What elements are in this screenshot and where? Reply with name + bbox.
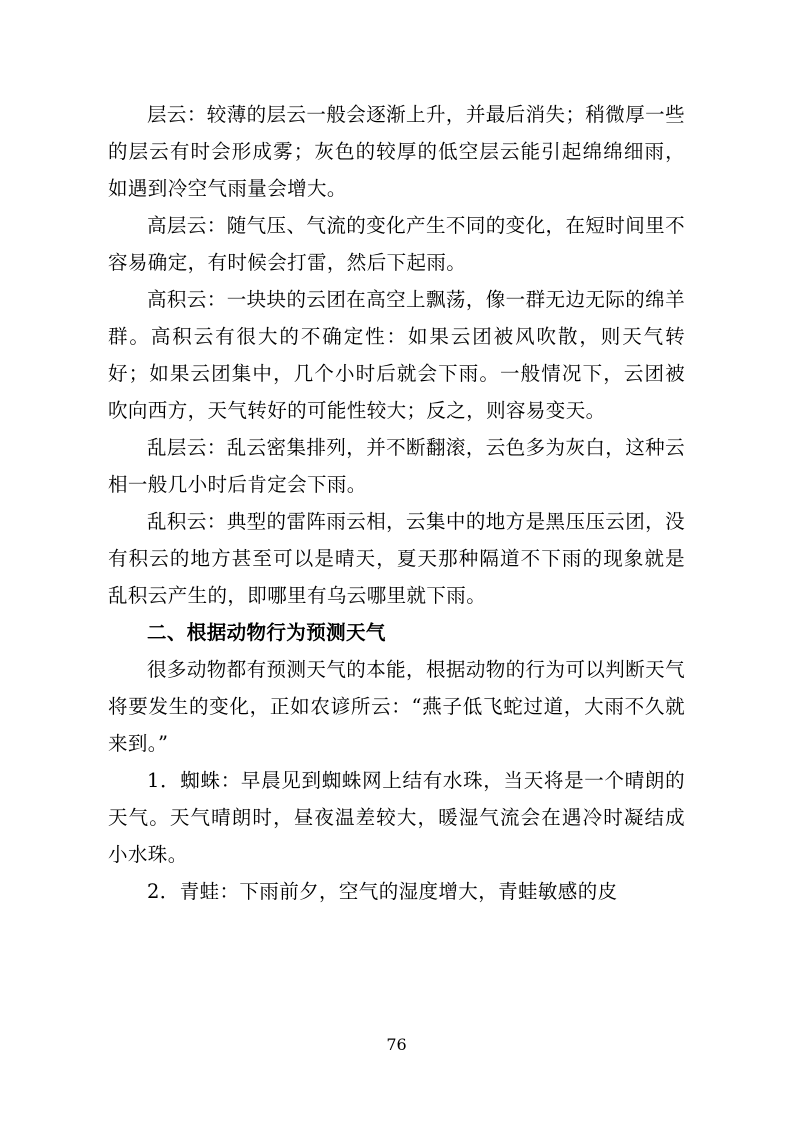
page-number: 76 <box>386 1035 407 1054</box>
paragraph-altostratus: 高层云：随气压、气流的变化产生不同的变化，在短时间里不容易确定，有时候会打雷，然后下起雨。 <box>108 214 685 274</box>
section-heading-animal-behavior: 二、根据动物行为预测天气 <box>147 621 386 644</box>
list-item-spider: 1．蜘蛛：早晨见到蜘蛛网上结有水珠，当天将是一个晴朗的天气。天气晴朗时，昼夜温差较大，暖湿气流会在遇冷时凝结成小水珠。 <box>108 769 685 866</box>
paragraph-stratus: 层云：较薄的层云一般会逐渐上升，并最后消失；稍微厚一些的层云有时会形成雾；灰色的较厚的低空层云能引起绵绵细雨，如遇到冷空气雨量会增大。 <box>108 103 685 200</box>
paragraph-animal-intro: 很多动物都有预测天气的本能，根据动物的行为可以判断天气将要发生的变化，正如农谚所云：“燕子低飞蛇过道，大雨不久就来到。” <box>108 658 685 755</box>
paragraph-altocumulus: 高积云：一块块的云团在高空上飘荡，像一群无边无际的绵羊群。高积云有很大的不确定性：如果云团被风吹散，则天气转好；如果云团集中，几个小时后就会下雨。一般情况下，云团被吹向西方，天气转好的可能性较大；反之，则容易变天。 <box>108 288 685 422</box>
page-content <box>108 96 685 910</box>
list-item-frog: 2．青蛙：下雨前夕，空气的湿度增大，青蛙敏感的皮 <box>147 880 618 903</box>
paragraph-stratocumulus: 乱层云：乱云密集排列，并不断翻滚，云色多为灰白，这种云相一般几小时后肯定会下雨。 <box>108 436 685 496</box>
paragraph-cumulonimbus: 乱积云：典型的雷阵雨云相，云集中的地方是黑压压云团，没有积云的地方甚至可以是晴天，夏天那种隔道不下雨的现象就是乱积云产生的，即哪里有乌云哪里就下雨。 <box>108 510 685 607</box>
